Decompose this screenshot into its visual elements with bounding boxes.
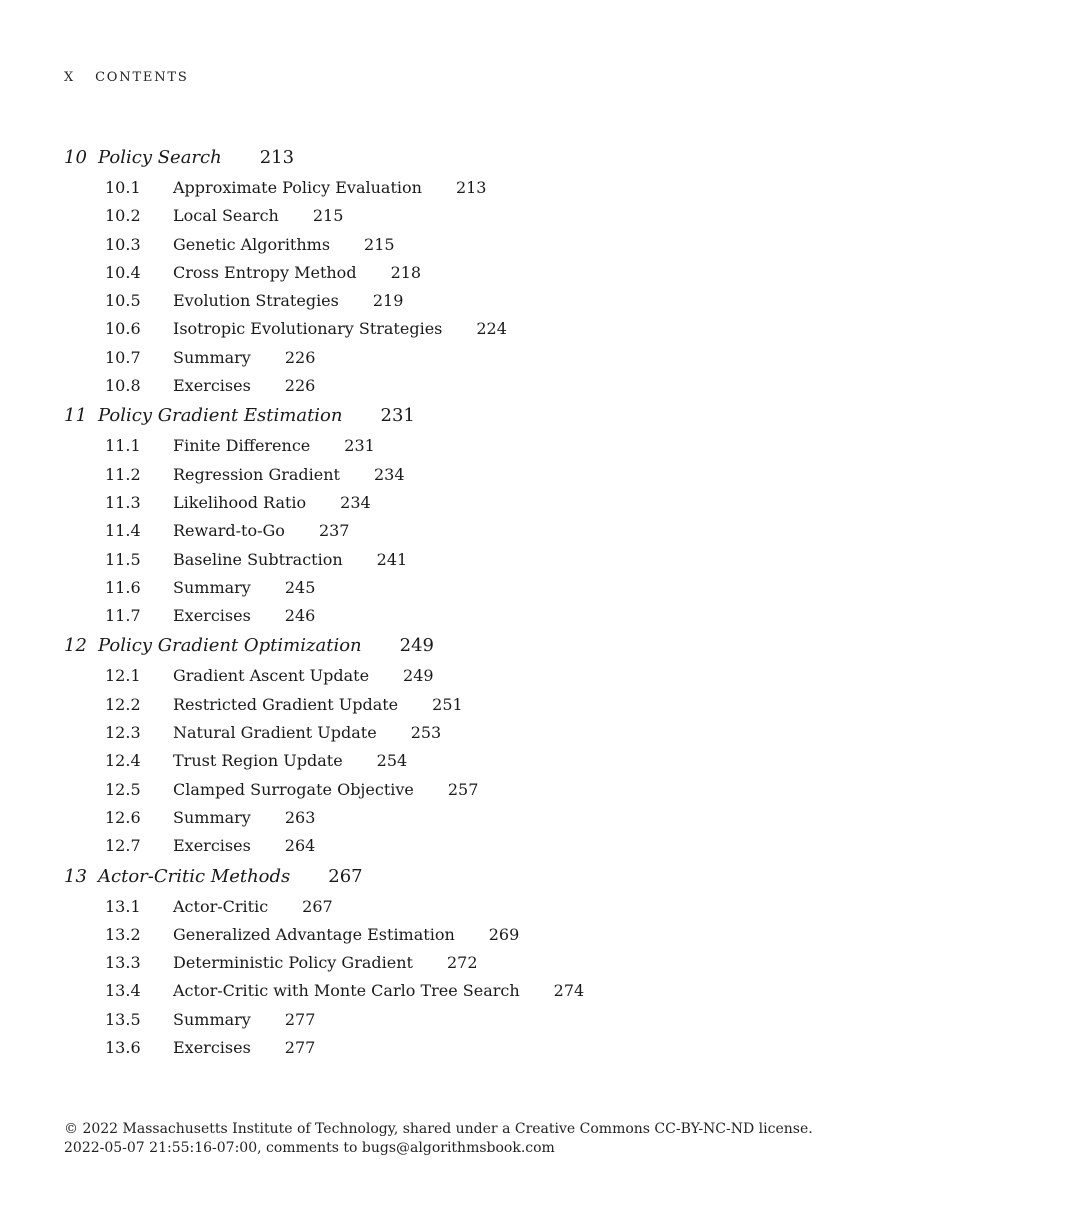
section-number: 13.2 — [105, 924, 141, 944]
section-page-number: 241 — [376, 549, 408, 569]
chapter-page-number: 213 — [259, 147, 295, 168]
section-list — [64, 893, 1024, 1063]
section-page-number: 234 — [340, 492, 371, 512]
section-number: 13.3 — [105, 953, 141, 973]
section-title: Restricted Gradient Update — [173, 694, 399, 714]
section-page-number: 277 — [284, 1038, 316, 1058]
section-title: Actor-Critic with Monte Carlo Tree Search — [173, 981, 520, 1001]
section-entry[interactable] — [64, 574, 1024, 602]
section-title: Exercises — [173, 836, 251, 856]
section-number: 11.5 — [105, 549, 141, 569]
section-page-number: 263 — [284, 807, 316, 827]
section-title: Regression Gradient — [173, 464, 340, 484]
chapter-page-number: 249 — [399, 635, 434, 657]
section-number: 12.1 — [105, 666, 141, 686]
chapter-page-number: 267 — [328, 865, 363, 887]
section-number: 12.5 — [105, 779, 141, 799]
section-number: 13.4 — [105, 981, 141, 1001]
section-title: Exercises — [173, 376, 251, 396]
section-title: Approximate Policy Evaluation — [173, 178, 422, 197]
build-info: 2022-05-07 21:55:16-07:00, comments to bugs@algorithmsbook.com — [64, 1140, 555, 1156]
section-page-number: 245 — [284, 577, 316, 597]
section-number: 10.2 — [105, 206, 141, 226]
section-number: 12.7 — [105, 836, 141, 856]
section-page-number: 277 — [284, 1009, 316, 1029]
section-entry[interactable] — [64, 977, 1024, 1005]
section-entry[interactable] — [64, 344, 1024, 372]
section-title: Gradient Ascent Update — [173, 666, 370, 686]
section-entry[interactable] — [64, 174, 1024, 202]
section-page-number: 226 — [284, 376, 316, 396]
section-title: Exercises — [173, 606, 251, 626]
section-number: 11.3 — [105, 492, 141, 512]
section-title: Actor-Critic — [173, 896, 269, 916]
section-title: Likelihood Ratio — [173, 492, 307, 512]
section-entry[interactable] — [64, 231, 1024, 259]
section-entry[interactable] — [64, 489, 1024, 517]
section-list — [64, 174, 1024, 400]
section-page-number: 215 — [312, 206, 344, 226]
running-head — [64, 70, 189, 85]
section-entry[interactable] — [64, 662, 1024, 690]
toc-chapter — [64, 142, 1024, 400]
section-title: Genetic Algorithms — [173, 234, 331, 254]
section-page-number: 231 — [344, 436, 375, 456]
page-footer — [64, 1120, 813, 1158]
section-page-number: 246 — [284, 606, 316, 626]
chapter-entry[interactable] — [64, 142, 1024, 174]
section-title: Generalized Advantage Estimation — [173, 924, 455, 944]
section-entry[interactable] — [64, 691, 1024, 719]
section-title: Isotropic Evolutionary Strategies — [173, 319, 443, 339]
section-number: 13.1 — [105, 896, 141, 916]
section-number: 12.4 — [105, 751, 141, 771]
chapter-number: 13 — [64, 865, 87, 887]
section-page-number: 224 — [476, 319, 507, 339]
section-title: Baseline Subtraction — [173, 549, 343, 569]
section-entry[interactable] — [64, 546, 1024, 574]
table-of-contents — [64, 142, 1024, 1062]
page-number: X — [64, 70, 76, 85]
section-number: 11.1 — [105, 436, 141, 456]
section-title: Summary — [173, 807, 251, 827]
section-entry[interactable] — [64, 461, 1024, 489]
section-page-number: 257 — [447, 779, 479, 799]
section-entry[interactable] — [64, 372, 1024, 400]
section-entry[interactable] — [64, 202, 1024, 230]
running-head-title: CONTENTS — [95, 70, 189, 85]
section-number: 12.6 — [105, 807, 141, 827]
section-page-number: 251 — [432, 694, 463, 714]
section-page-number: 274 — [553, 981, 585, 1001]
section-number: 10.4 — [105, 262, 141, 282]
section-page-number: 253 — [410, 723, 442, 743]
section-page-number: 237 — [318, 521, 350, 541]
section-title: Exercises — [173, 1038, 251, 1058]
section-entry[interactable] — [64, 719, 1024, 747]
section-list — [64, 432, 1024, 630]
section-entry[interactable] — [64, 1034, 1024, 1062]
section-page-number: 272 — [446, 953, 478, 973]
section-number: 10.5 — [105, 291, 141, 311]
section-entry[interactable] — [64, 832, 1024, 860]
section-title: Clamped Surrogate Objective — [173, 779, 414, 799]
chapter-entry[interactable] — [64, 630, 1024, 662]
chapter-entry[interactable] — [64, 861, 1024, 893]
section-page-number: 226 — [284, 347, 316, 367]
section-entry[interactable] — [64, 259, 1024, 287]
chapter-entry[interactable] — [64, 400, 1024, 432]
section-number: 11.2 — [105, 464, 141, 484]
section-title: Evolution Strategies — [173, 291, 339, 311]
section-number: 12.3 — [105, 723, 141, 743]
chapter-title: Policy Search — [98, 147, 222, 168]
section-number: 11.4 — [105, 521, 141, 541]
section-page-number: 219 — [372, 291, 404, 311]
section-page-number: 267 — [302, 896, 333, 916]
section-title: Finite Difference — [173, 436, 311, 456]
license-notice: © 2022 Massachusetts Institute of Technology, shared under a Creative Commons CC-BY-NC-ND license. — [64, 1121, 813, 1137]
section-entry[interactable] — [64, 893, 1024, 921]
section-entry[interactable] — [64, 517, 1024, 545]
section-entry[interactable] — [64, 804, 1024, 832]
chapter-number: 11 — [64, 405, 87, 427]
section-title: Summary — [173, 347, 251, 367]
section-title: Natural Gradient Update — [173, 723, 377, 743]
section-list — [64, 662, 1024, 860]
chapter-title: Actor-Critic Methods — [98, 865, 291, 887]
section-page-number: 254 — [376, 751, 408, 771]
section-title: Deterministic Policy Gradient — [173, 953, 413, 973]
section-page-number: 269 — [488, 924, 520, 944]
section-entry[interactable] — [64, 921, 1024, 949]
section-entry[interactable] — [64, 747, 1024, 775]
chapter-title: Policy Gradient Optimization — [98, 635, 362, 657]
chapter-number: 10 — [64, 147, 87, 168]
section-entry[interactable] — [64, 432, 1024, 460]
section-title: Summary — [173, 1009, 251, 1029]
section-entry[interactable] — [64, 1006, 1024, 1034]
section-page-number: 249 — [403, 666, 434, 686]
section-title: Summary — [173, 577, 251, 597]
section-entry[interactable] — [64, 602, 1024, 630]
section-page-number: 264 — [284, 836, 316, 856]
section-number: 12.2 — [105, 694, 141, 714]
chapter-title: Policy Gradient Estimation — [98, 405, 343, 427]
section-page-number: 234 — [373, 464, 405, 484]
section-page-number: 215 — [364, 234, 395, 254]
section-number: 13.6 — [105, 1038, 141, 1058]
section-entry[interactable] — [64, 315, 1024, 343]
section-entry[interactable] — [64, 287, 1024, 315]
section-number: 13.5 — [105, 1009, 141, 1029]
section-number: 11.7 — [105, 606, 141, 626]
section-number: 10.8 — [105, 376, 141, 396]
section-number: 10.3 — [105, 234, 141, 254]
section-title: Trust Region Update — [173, 751, 343, 771]
section-title: Local Search — [173, 206, 279, 226]
section-number: 10.7 — [105, 347, 141, 367]
toc-chapter — [64, 861, 1024, 1063]
section-title: Cross Entropy Method — [173, 262, 357, 282]
toc-chapter — [64, 400, 1024, 630]
section-page-number: 213 — [455, 178, 487, 197]
section-number: 10.1 — [105, 178, 141, 197]
chapter-page-number: 231 — [380, 405, 415, 427]
section-number: 10.6 — [105, 319, 141, 339]
chapter-number: 12 — [64, 635, 87, 657]
section-page-number: 218 — [390, 262, 422, 282]
toc-chapter — [64, 630, 1024, 860]
section-entry[interactable] — [64, 776, 1024, 804]
section-title: Reward-to-Go — [173, 521, 285, 541]
section-entry[interactable] — [64, 949, 1024, 977]
section-number: 11.6 — [105, 577, 141, 597]
